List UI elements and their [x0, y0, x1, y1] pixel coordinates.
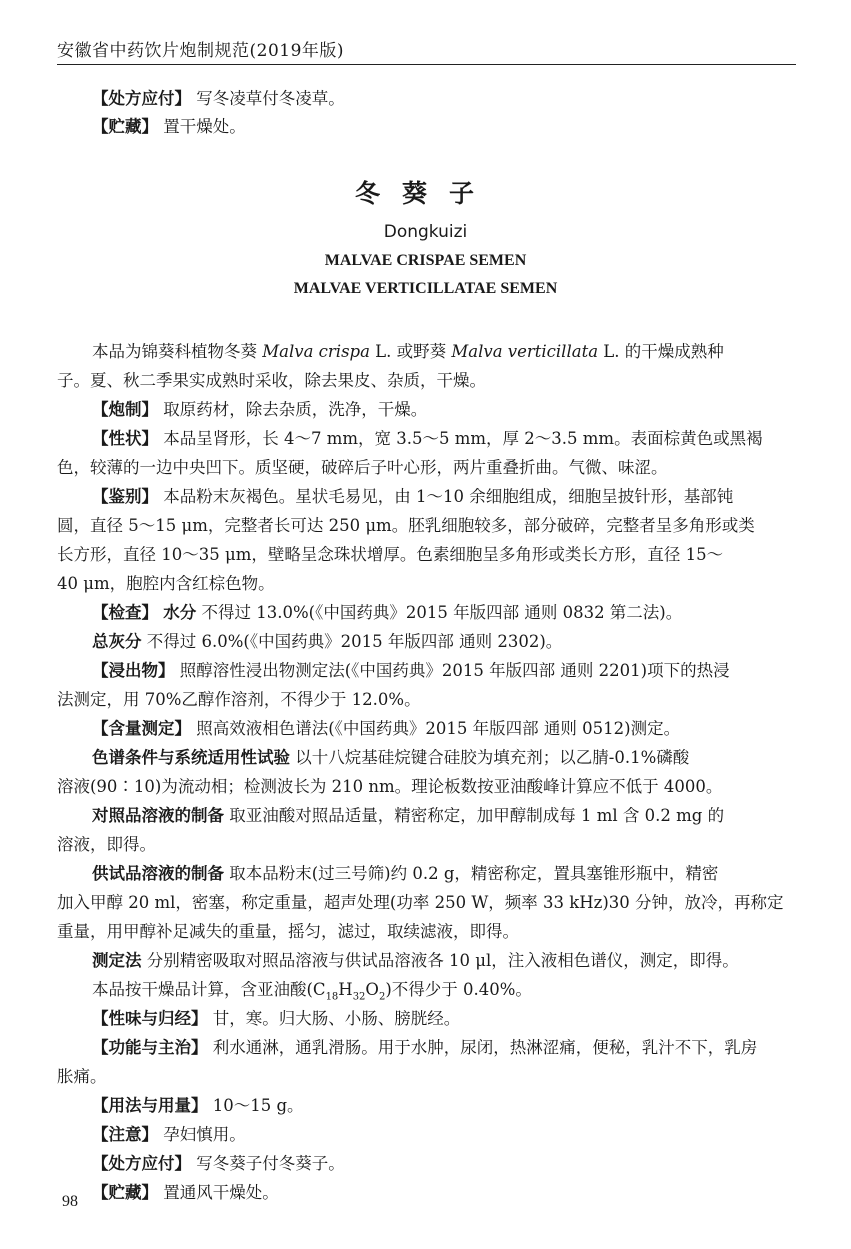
formula-subscript: 2 [378, 991, 386, 1003]
jianbie-text: 本品粉末灰褐色。星状毛易见，由 1～10 余细胞组成，细胞呈披针形，基部钝 [163, 487, 734, 506]
page-number: 98 [62, 1193, 78, 1210]
content-text: )不得少于 0.40%。 [385, 980, 532, 999]
jinchu-line-1 [92, 660, 730, 682]
gongneng-line-1 [92, 1037, 757, 1059]
paozhi-label: 【炮制】 [92, 400, 158, 419]
intro-line-1 [92, 341, 724, 363]
sepu-label: 色谱条件与系统适用性试验 [92, 748, 290, 767]
jianbie-label: 【鉴别】 [92, 487, 158, 506]
duizhao-text: 取亚油酸对照品适量，精密称定，加甲醇制成每 1 ml 含 0.2 mg 的 [229, 806, 725, 825]
formula-subscript: 32 [352, 991, 366, 1003]
entry-title: 冬葵子 [354, 179, 496, 208]
yongfa-line [92, 1095, 304, 1117]
jiancha-label: 【检查】 [92, 603, 158, 622]
gongshi-label: 供试品溶液的制备 [92, 864, 224, 883]
jinchu-label: 【浸出物】 [92, 661, 175, 680]
yongfa-label: 【用法与用量】 [92, 1096, 208, 1115]
xingzhuang-line-2: 色，较薄的一边中央凹下。质坚硬，破碎后子叶心形，两片重叠折曲。气微、味涩。 [57, 458, 668, 477]
prev-prescription-label: 【处方应付】 [92, 89, 191, 108]
entry-latin-name-1: MALVAE CRISPAE SEMEN [324, 252, 527, 269]
sepu-text: 以十八烷基硅烷键合硅胶为填充剂；以乙腈-0.1%磷酸 [295, 748, 690, 767]
gongshi-line-3: 重量，用甲醇补足减失的重量，摇匀，滤过，取续滤液，即得。 [57, 922, 519, 941]
zhuyi-text: 孕妇慎用。 [163, 1125, 246, 1144]
entry-pinyin: Dongkuizi [383, 222, 468, 242]
xingzhuang-text: 本品呈肾形，长 4～7 mm，宽 3.5～5 mm，厚 2～3.5 mm。表面棕黄色或黑褐 [163, 429, 763, 448]
species-name-2: Malva verticillata [451, 342, 599, 361]
intro-text: 本品为锦葵科植物冬葵 [92, 342, 263, 361]
content-limit-line [92, 979, 532, 1008]
huifen-label: 总灰分 [92, 632, 142, 651]
jinchu-line-2: 法测定，用 70%乙醇作溶剂，不得少于 12.0%。 [57, 690, 421, 709]
formula-subscript: 18 [325, 991, 339, 1003]
shuifen-text: 不得过 13.0%(《中国药典》2015 年版四部 通则 0832 第二法)。 [201, 603, 683, 622]
gongshi-line-1 [92, 863, 718, 885]
jianbie-line-1 [92, 486, 733, 508]
zhucang-label: 【贮藏】 [92, 1183, 158, 1202]
chufang-line [92, 1153, 345, 1175]
prev-storage-text: 置干燥处。 [163, 117, 246, 136]
yongfa-text: 10～15 g。 [212, 1096, 304, 1115]
jianbie-line-3: 长方形，直径 10～35 μm，壁略呈念珠状增厚。色素细胞呈多角形或类长方形，直径 15～ [57, 545, 724, 564]
content-text: 本品按干燥品计算，含亚油酸(C [92, 980, 326, 999]
xingwei-label: 【性味与归经】 [92, 1009, 208, 1028]
gongshi-line-2: 加入甲醇 20 ml，密塞，称定重量，超声处理(功率 250 W，频率 33 kHz)30 分钟，放冷，再称定 [57, 893, 784, 912]
jiancha-line [92, 602, 682, 624]
xingzhuang-line-1 [92, 428, 763, 450]
xingwei-text: 甘，寒。归大肠、小肠、膀胱经。 [212, 1009, 461, 1028]
zhucang-text: 置通风干燥处。 [163, 1183, 279, 1202]
intro-text: L. 的干燥成熟种 [598, 342, 724, 361]
prev-storage-label: 【贮藏】 [92, 117, 158, 136]
entry-latin-name-2: MALVAE VERTICILLATAE SEMEN [293, 280, 558, 297]
prev-storage-line [92, 116, 246, 138]
content-text: O [365, 980, 379, 999]
xingzhuang-label: 【性状】 [92, 429, 158, 448]
species-name-1: Malva crispa [262, 342, 370, 361]
jianbie-line-4: 40 μm，胞腔内含红棕色物。 [57, 574, 275, 593]
huifen-line [92, 631, 562, 653]
cedingfa-line [92, 950, 739, 972]
shuifen-label: 水分 [163, 603, 197, 622]
gongneng-text: 利水通淋，通乳滑肠。用于水肿，尿闭，热淋涩痛，便秘，乳汁不下，乳房 [212, 1038, 758, 1057]
chufang-text: 写冬葵子付冬葵子。 [196, 1154, 345, 1173]
sepu-line-1 [92, 747, 689, 769]
paozhi-text: 取原药材，除去杂质，洗净，干燥。 [163, 400, 428, 419]
header-rule [57, 64, 796, 65]
hanliang-label: 【含量测定】 [92, 719, 191, 738]
gongshi-text: 取本品粉末(过三号筛)约 0.2 g，精密称定，置具塞锥形瓶中，精密 [229, 864, 719, 883]
hanliang-line [92, 718, 680, 740]
cedingfa-label: 测定法 [92, 951, 142, 970]
jianbie-line-2: 圆，直径 5～15 μm，完整者长可达 250 μm。胚乳细胞较多，部分破碎，完整者呈多角形或类 [57, 516, 755, 535]
zhucang-line [92, 1182, 279, 1204]
sepu-line-2: 溶液(90∶10)为流动相；检测波长为 210 nm。理论板数按亚油酸峰计算应不低于 4000。 [57, 777, 723, 796]
chufang-label: 【处方应付】 [92, 1154, 191, 1173]
prev-prescription-text: 写冬凌草付冬凌草。 [196, 89, 345, 108]
xingwei-line [92, 1008, 460, 1030]
gongneng-line-2: 胀痛。 [57, 1067, 107, 1086]
content-text: H [338, 980, 353, 999]
zhuyi-label: 【注意】 [92, 1125, 158, 1144]
intro-line-2: 子。夏、秋二季果实成熟时采收，除去果皮、杂质，干燥。 [57, 371, 486, 390]
huifen-text: 不得过 6.0%(《中国药典》2015 年版四部 通则 2302)。 [146, 632, 563, 651]
cedingfa-text: 分别精密吸取对照品溶液与供试品溶液各 10 μl，注入液相色谱仪，测定，即得。 [146, 951, 739, 970]
intro-text: L. 或野葵 [369, 342, 452, 361]
zhuyi-line [92, 1124, 246, 1146]
running-header: 安徽省中药饮片炮制规范(2019年版) [57, 41, 345, 61]
jinchu-text: 照醇溶性浸出物测定法(《中国药典》2015 年版四部 通则 2201)项下的热浸 [179, 661, 730, 680]
duizhao-label: 对照品溶液的制备 [92, 806, 224, 825]
gongneng-label: 【功能与主治】 [92, 1038, 208, 1057]
duizhao-line-1 [92, 805, 724, 827]
duizhao-line-2: 溶液，即得。 [57, 835, 156, 854]
hanliang-text: 照高效液相色谱法(《中国药典》2015 年版四部 通则 0512)测定。 [196, 719, 681, 738]
prev-prescription-line [92, 88, 345, 110]
paozhi-line [92, 399, 427, 421]
